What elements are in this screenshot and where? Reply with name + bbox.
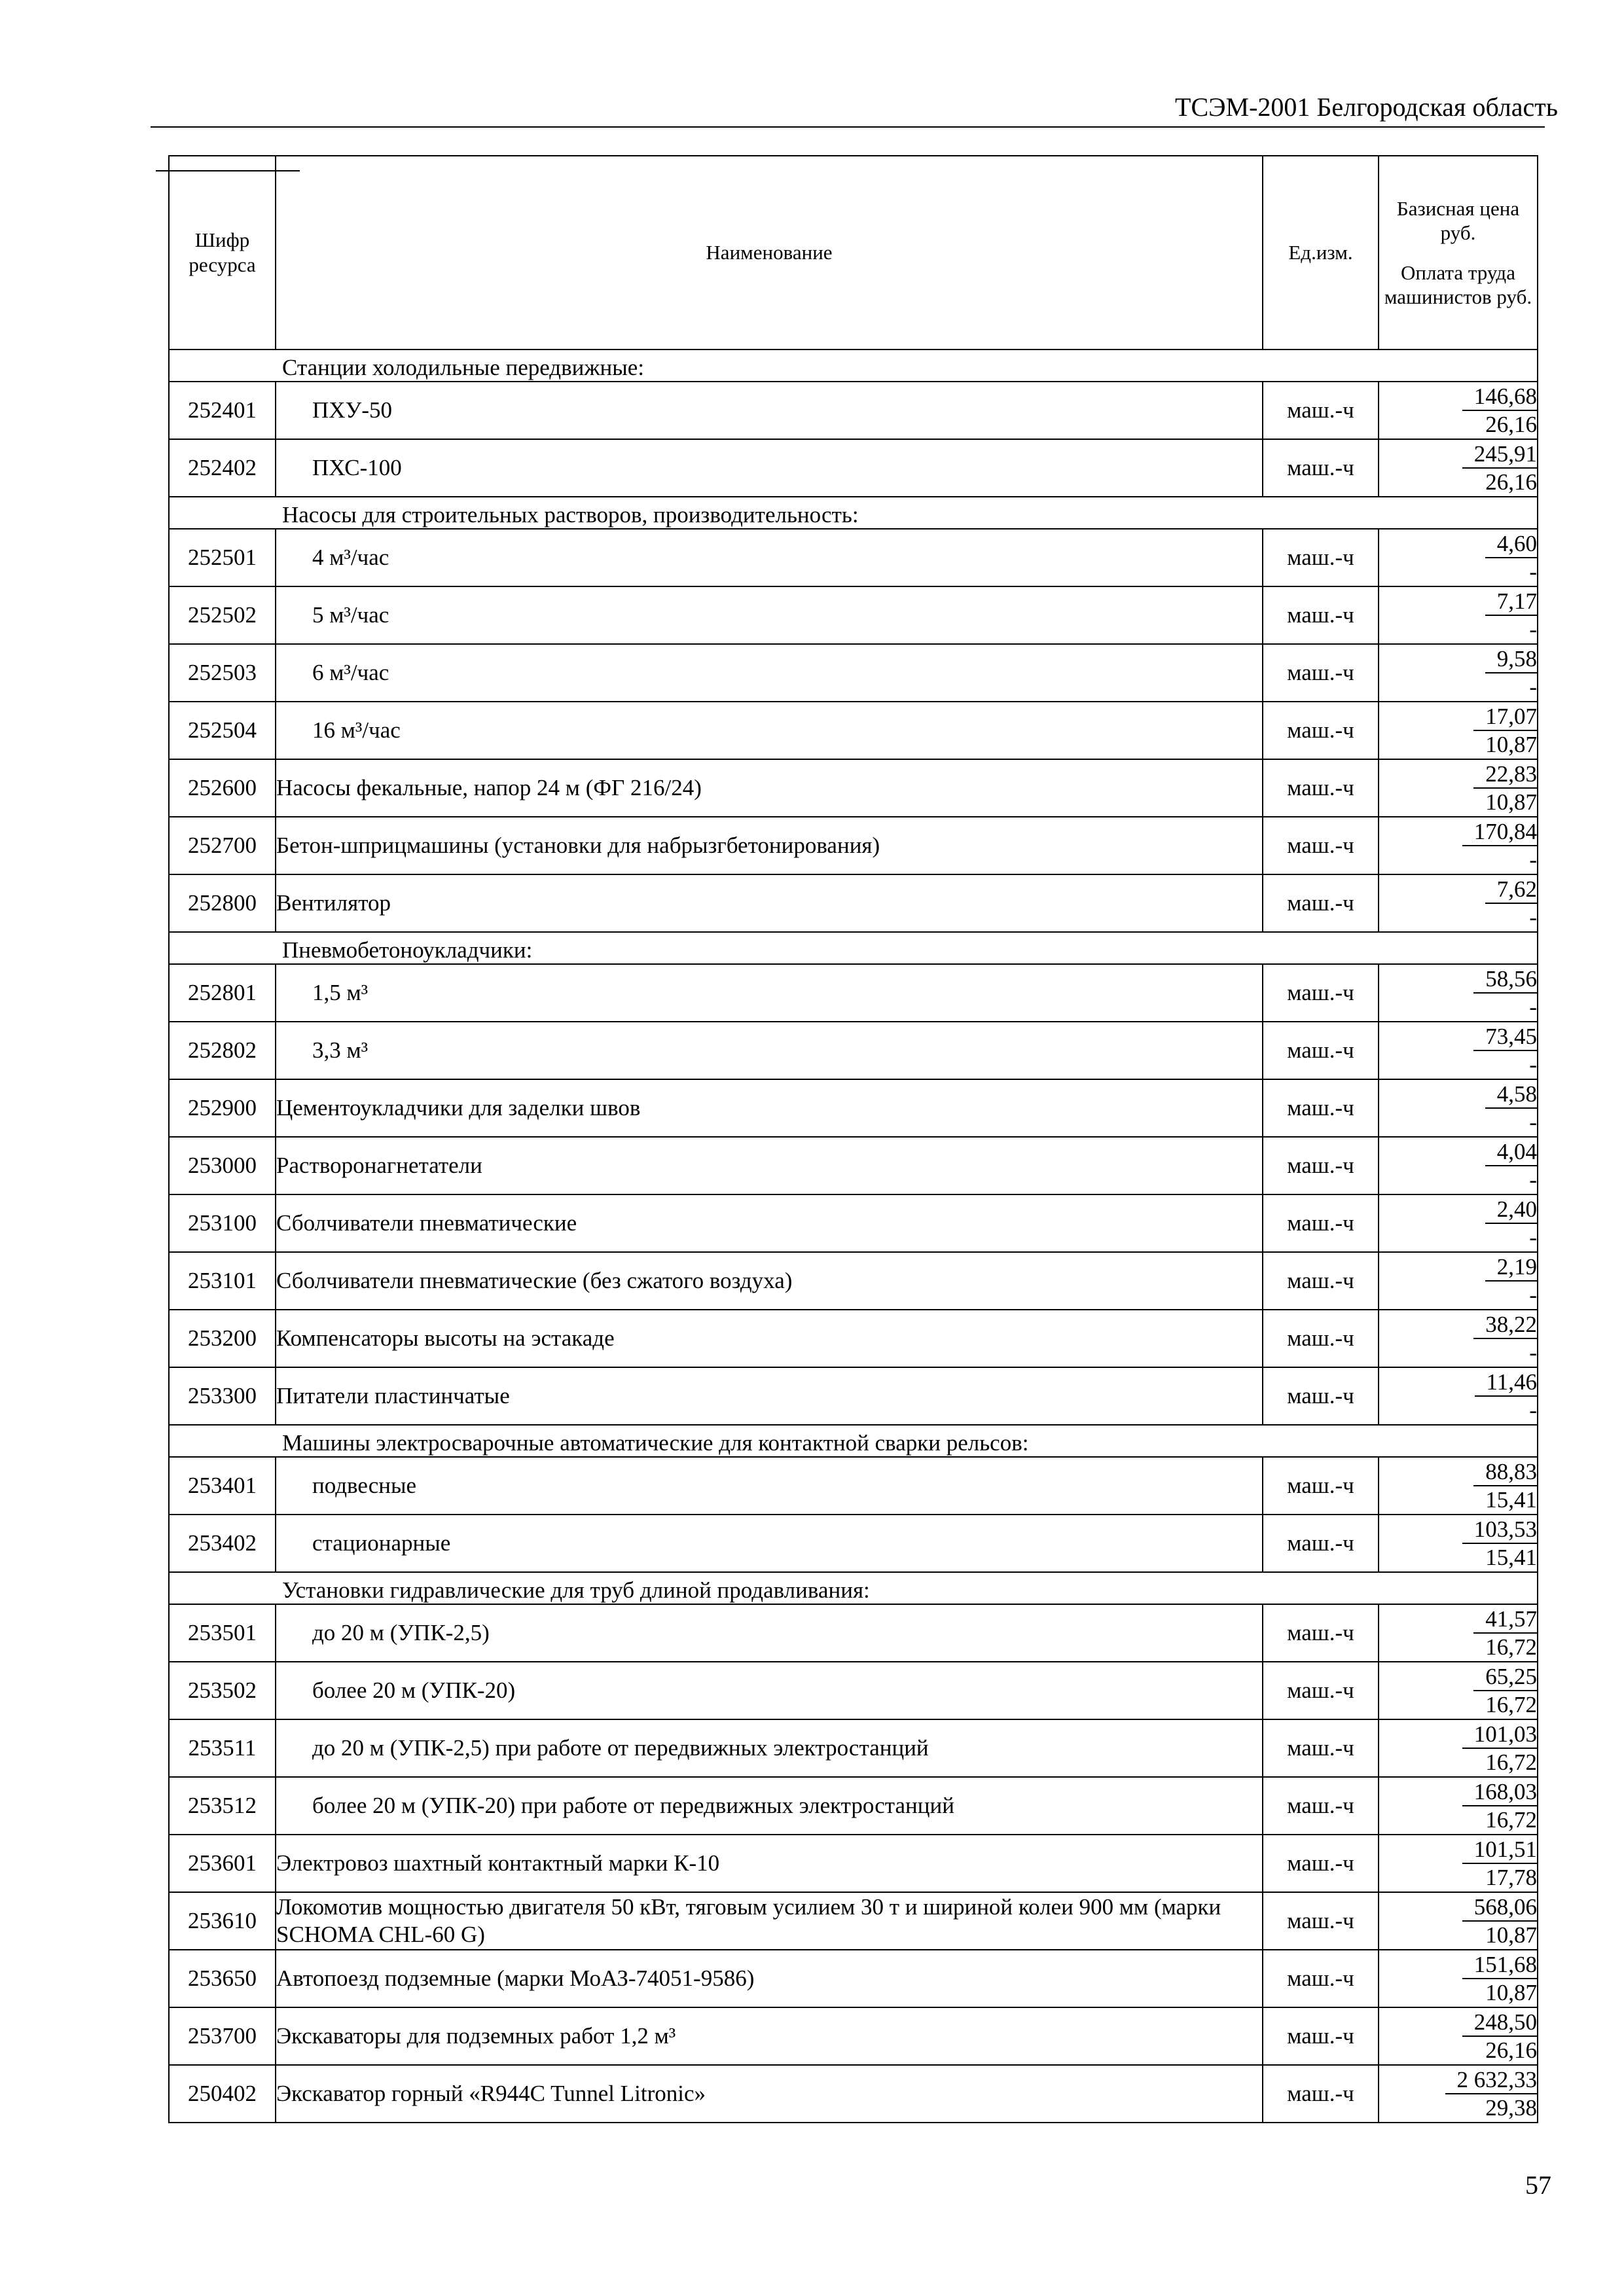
unit-cell: маш.-ч — [1263, 1079, 1379, 1137]
table-row — [169, 439, 1538, 497]
resource-code-cell: 252900 — [169, 1079, 276, 1137]
operator-wage-value: 10,87 — [1485, 1922, 1537, 1948]
unit-cell: маш.-ч — [1263, 1457, 1379, 1515]
group-title: Насосы для строительных растворов, производительность: — [169, 497, 1538, 529]
table-row — [169, 2007, 1538, 2065]
price-cell — [1379, 1194, 1538, 1252]
resource-name-cell: стационарные — [276, 1515, 1263, 1572]
resource-name-cell: Насосы фекальные, напор 24 м (ФГ 216/24) — [276, 759, 1263, 817]
resource-code-cell: 252501 — [169, 529, 276, 586]
price-cell — [1379, 1604, 1538, 1662]
page-number: 57 — [1525, 2170, 1551, 2200]
price-cell — [1379, 1777, 1538, 1835]
base-price-value: 2 632,33 — [1445, 2067, 1538, 2094]
group-header-row — [169, 350, 1538, 382]
table-row — [169, 1022, 1538, 1079]
price-cell — [1379, 1457, 1538, 1515]
unit-cell: маш.-ч — [1263, 586, 1379, 644]
operator-wage-value: - — [1529, 1224, 1537, 1250]
operator-wage-value: 29,38 — [1485, 2094, 1537, 2121]
base-price-value: 4,58 — [1485, 1081, 1537, 1109]
operator-wage-value: 10,87 — [1485, 731, 1537, 757]
table-row — [169, 382, 1538, 439]
unit-cell: маш.-ч — [1263, 1022, 1379, 1079]
resource-name-cell: Вентилятор — [276, 874, 1263, 932]
table-row — [169, 1835, 1538, 1892]
operator-wage-value: - — [1529, 1339, 1537, 1365]
price-cell — [1379, 1662, 1538, 1719]
resource-code-cell: 253000 — [169, 1137, 276, 1194]
base-price-value: 170,84 — [1462, 819, 1537, 846]
unit-cell: маш.-ч — [1263, 874, 1379, 932]
unit-cell: маш.-ч — [1263, 1252, 1379, 1310]
base-price-value: 101,03 — [1462, 1721, 1537, 1749]
resource-code-cell: 253512 — [169, 1777, 276, 1835]
resource-code-cell: 252700 — [169, 817, 276, 874]
price-cell — [1379, 964, 1538, 1022]
operator-wage-value: 15,41 — [1485, 1544, 1537, 1570]
group-title: Машины электросварочные автоматические для контактной сварки рельсов: — [169, 1425, 1538, 1457]
resource-code-cell: 252401 — [169, 382, 276, 439]
operator-wage-value: 26,16 — [1485, 469, 1537, 495]
resource-name-cell: 3,3 м³ — [276, 1022, 1263, 1079]
column-header-name: Наименование — [276, 156, 1263, 350]
unit-cell: маш.-ч — [1263, 1604, 1379, 1662]
price-cell — [1379, 1515, 1538, 1572]
resource-code-cell: 252402 — [169, 439, 276, 497]
unit-cell: маш.-ч — [1263, 1950, 1379, 2007]
operator-wage-value: 10,87 — [1485, 789, 1537, 815]
unit-cell: маш.-ч — [1263, 1515, 1379, 1572]
resource-name-cell: более 20 м (УПК-20) — [276, 1662, 1263, 1719]
base-price-value: 168,03 — [1462, 1779, 1537, 1806]
resource-name-cell: Бетон-шприцмашины (установки для набрызгбетонирования) — [276, 817, 1263, 874]
base-price-value: 568,06 — [1462, 1894, 1537, 1922]
resource-name-cell: 6 м³/час — [276, 644, 1263, 702]
price-cell — [1379, 382, 1538, 439]
column-header-operator-wage: Оплата труда машинистов руб. — [1384, 261, 1532, 308]
table-body — [169, 350, 1538, 2123]
group-title: Станции холодильные передвижные: — [169, 350, 1538, 382]
resource-name-cell: 1,5 м³ — [276, 964, 1263, 1022]
operator-wage-value: 26,16 — [1485, 2037, 1537, 2063]
unit-cell: маш.-ч — [1263, 382, 1379, 439]
base-price-value: 9,58 — [1485, 646, 1537, 673]
price-cell — [1379, 1252, 1538, 1310]
price-cell — [1379, 586, 1538, 644]
resource-code-cell: 253300 — [169, 1367, 276, 1425]
column-header-price — [1379, 156, 1538, 350]
base-price-value: 146,68 — [1462, 384, 1537, 411]
table-row — [169, 702, 1538, 759]
operator-wage-value: - — [1529, 904, 1537, 930]
resource-name-cell: ПХС-100 — [276, 439, 1263, 497]
resource-code-cell: 253610 — [169, 1892, 276, 1950]
unit-cell: маш.-ч — [1263, 1137, 1379, 1194]
resource-name-cell: более 20 м (УПК-20) при работе от передвижных электростанций — [276, 1777, 1263, 1835]
group-title: Пневмобетоноукладчики: — [169, 932, 1538, 964]
unit-cell: маш.-ч — [1263, 2007, 1379, 2065]
column-header-code: Шифр ресурса — [169, 156, 276, 350]
base-price-value: 101,51 — [1462, 1837, 1537, 1864]
group-header-row — [169, 497, 1538, 529]
table-row — [169, 1515, 1538, 1572]
table-row — [169, 1252, 1538, 1310]
resource-code-cell: 252502 — [169, 586, 276, 644]
operator-wage-value: - — [1529, 846, 1537, 872]
operator-wage-value: 15,41 — [1485, 1486, 1537, 1513]
table-row — [169, 1457, 1538, 1515]
table-row — [169, 1367, 1538, 1425]
operator-wage-value: 10,87 — [1485, 1979, 1537, 2005]
price-cell — [1379, 1079, 1538, 1137]
table-row — [169, 1662, 1538, 1719]
base-price-value: 73,45 — [1473, 1024, 1537, 1051]
price-cell — [1379, 874, 1538, 932]
unit-cell: маш.-ч — [1263, 702, 1379, 759]
operator-wage-value: - — [1529, 1397, 1537, 1423]
resource-code-cell: 253700 — [169, 2007, 276, 2065]
base-price-value: 151,68 — [1462, 1952, 1537, 1979]
header-rule — [151, 126, 1545, 128]
unit-cell: маш.-ч — [1263, 1367, 1379, 1425]
base-price-value: 41,57 — [1473, 1606, 1537, 1634]
price-cell — [1379, 439, 1538, 497]
unit-cell: маш.-ч — [1263, 529, 1379, 586]
unit-cell: маш.-ч — [1263, 1892, 1379, 1950]
resource-code-cell: 253101 — [169, 1252, 276, 1310]
base-price-value: 17,07 — [1473, 704, 1537, 731]
unit-cell: маш.-ч — [1263, 2065, 1379, 2123]
unit-cell: маш.-ч — [1263, 759, 1379, 817]
unit-cell: маш.-ч — [1263, 1719, 1379, 1777]
resource-name-cell: Электровоз шахтный контактный марки К-10 — [276, 1835, 1263, 1892]
resource-name-cell: Сболчиватели пневматические — [276, 1194, 1263, 1252]
base-price-value: 38,22 — [1473, 1312, 1537, 1339]
unit-cell: маш.-ч — [1263, 1835, 1379, 1892]
operator-wage-value: 17,78 — [1485, 1864, 1537, 1890]
base-price-value: 7,17 — [1485, 588, 1537, 616]
table-row — [169, 759, 1538, 817]
operator-wage-value: 16,72 — [1485, 1806, 1537, 1833]
resource-code-cell: 252503 — [169, 644, 276, 702]
table-row — [169, 529, 1538, 586]
table-row — [169, 644, 1538, 702]
table-row — [169, 1892, 1538, 1950]
price-cell — [1379, 1719, 1538, 1777]
unit-cell: маш.-ч — [1263, 817, 1379, 874]
resource-name-cell: Сболчиватели пневматические (без сжатого воздуха) — [276, 1252, 1263, 1310]
resource-code-cell: 250402 — [169, 2065, 276, 2123]
unit-cell: маш.-ч — [1263, 964, 1379, 1022]
price-cell — [1379, 1022, 1538, 1079]
unit-cell: маш.-ч — [1263, 644, 1379, 702]
resource-code-cell: 253402 — [169, 1515, 276, 1572]
operator-wage-value: - — [1529, 1109, 1537, 1135]
resource-name-cell: подвесные — [276, 1457, 1263, 1515]
base-price-value: 2,19 — [1485, 1254, 1537, 1282]
base-price-value: 103,53 — [1462, 1516, 1537, 1544]
resource-price-table — [168, 155, 1538, 2123]
resource-code-cell: 253502 — [169, 1662, 276, 1719]
resource-name-cell: до 20 м (УПК-2,5) — [276, 1604, 1263, 1662]
resource-code-cell: 252504 — [169, 702, 276, 759]
operator-wage-value: - — [1529, 1282, 1537, 1308]
price-cell — [1379, 1950, 1538, 2007]
group-header-row — [169, 1425, 1538, 1457]
price-cell — [1379, 1137, 1538, 1194]
column-header-unit: Ед.изм. — [1263, 156, 1379, 350]
resource-code-cell: 253601 — [169, 1835, 276, 1892]
resource-name-cell: ПХУ-50 — [276, 382, 1263, 439]
price-cell — [1379, 529, 1538, 586]
resource-name-cell: 16 м³/час — [276, 702, 1263, 759]
table-row — [169, 2065, 1538, 2123]
price-cell — [1379, 759, 1538, 817]
unit-cell: маш.-ч — [1263, 439, 1379, 497]
base-price-value: 2,40 — [1485, 1196, 1537, 1224]
unit-cell: маш.-ч — [1263, 1662, 1379, 1719]
resource-code-cell: 252801 — [169, 964, 276, 1022]
group-header-row — [169, 932, 1538, 964]
price-cell — [1379, 1367, 1538, 1425]
resource-code-cell: 253401 — [169, 1457, 276, 1515]
table-row — [169, 1310, 1538, 1367]
table-row — [169, 1079, 1538, 1137]
resource-name-cell: Компенсаторы высоты на эстакаде — [276, 1310, 1263, 1367]
table-row — [169, 1194, 1538, 1252]
resource-code-cell: 252800 — [169, 874, 276, 932]
price-cell — [1379, 1310, 1538, 1367]
resource-code-cell: 253200 — [169, 1310, 276, 1367]
base-price-value: 4,04 — [1485, 1139, 1537, 1166]
price-cell — [1379, 817, 1538, 874]
table-row — [169, 1137, 1538, 1194]
price-cell — [1379, 702, 1538, 759]
operator-wage-value: 16,72 — [1485, 1691, 1537, 1717]
column-header-base-price: Базисная цена руб. — [1396, 197, 1520, 244]
base-price-value: 4,60 — [1485, 531, 1537, 558]
operator-wage-value: - — [1529, 558, 1537, 584]
resource-name-cell: Питатели пластинчатые — [276, 1367, 1263, 1425]
base-price-value: 22,83 — [1473, 761, 1537, 789]
resource-name-cell: Автопоезд подземные (марки МоАЗ-74051-9586) — [276, 1950, 1263, 2007]
resource-name-cell: до 20 м (УПК-2,5) при работе от передвижных электростанций — [276, 1719, 1263, 1777]
table-row — [169, 1777, 1538, 1835]
operator-wage-value: - — [1529, 1166, 1537, 1193]
table-row — [169, 964, 1538, 1022]
base-price-value: 65,25 — [1473, 1664, 1537, 1691]
resource-name-cell: 4 м³/час — [276, 529, 1263, 586]
table-row — [169, 1950, 1538, 2007]
unit-cell: маш.-ч — [1263, 1194, 1379, 1252]
resource-code-cell: 252600 — [169, 759, 276, 817]
resource-code-cell: 253511 — [169, 1719, 276, 1777]
table-row — [169, 1604, 1538, 1662]
resource-code-cell: 253100 — [169, 1194, 276, 1252]
price-cell — [1379, 2065, 1538, 2123]
base-price-value: 88,83 — [1473, 1459, 1537, 1486]
table-row — [169, 586, 1538, 644]
operator-wage-value: 26,16 — [1485, 411, 1537, 437]
base-price-value: 245,91 — [1462, 441, 1537, 469]
operator-wage-value: 16,72 — [1485, 1634, 1537, 1660]
unit-cell: маш.-ч — [1263, 1310, 1379, 1367]
price-cell — [1379, 1835, 1538, 1892]
price-cell — [1379, 2007, 1538, 2065]
unit-cell: маш.-ч — [1263, 1777, 1379, 1835]
operator-wage-value: - — [1529, 673, 1537, 700]
group-title: Установки гидравлические для труб длиной продавливания: — [169, 1572, 1538, 1604]
operator-wage-value: - — [1529, 616, 1537, 642]
base-price-value: 11,46 — [1475, 1369, 1537, 1397]
table-row — [169, 874, 1538, 932]
resource-name-cell: Цементоукладчики для заделки швов — [276, 1079, 1263, 1137]
operator-wage-value: 16,72 — [1485, 1749, 1537, 1775]
table-row — [169, 817, 1538, 874]
resource-name-cell: 5 м³/час — [276, 586, 1263, 644]
base-price-value: 7,62 — [1485, 876, 1537, 904]
resource-code-cell: 253501 — [169, 1604, 276, 1662]
resource-name-cell: Растворонагнетатели — [276, 1137, 1263, 1194]
table-row — [169, 1719, 1538, 1777]
resource-code-cell: 252802 — [169, 1022, 276, 1079]
resource-name-cell: Локомотив мощностью двигателя 50 кВт, тяговым усилием 30 т и шириной колеи 900 мм (марки SCHOMA CHL-60 G) — [276, 1892, 1263, 1950]
price-cell — [1379, 644, 1538, 702]
resource-name-cell: Экскаваторы для подземных работ 1,2 м³ — [276, 2007, 1263, 2065]
operator-wage-value: - — [1529, 1051, 1537, 1077]
document-header-title: ТСЭМ-2001 Белгородская область — [1175, 92, 1558, 122]
resource-code-cell: 253650 — [169, 1950, 276, 2007]
base-price-value: 58,56 — [1473, 966, 1537, 994]
resource-name-cell: Экскаватор горный «R944C Tunnel Litronic» — [276, 2065, 1263, 2123]
operator-wage-value: - — [1529, 994, 1537, 1020]
base-price-value: 248,50 — [1462, 2009, 1537, 2037]
price-cell — [1379, 1892, 1538, 1950]
group-header-row — [169, 1572, 1538, 1604]
